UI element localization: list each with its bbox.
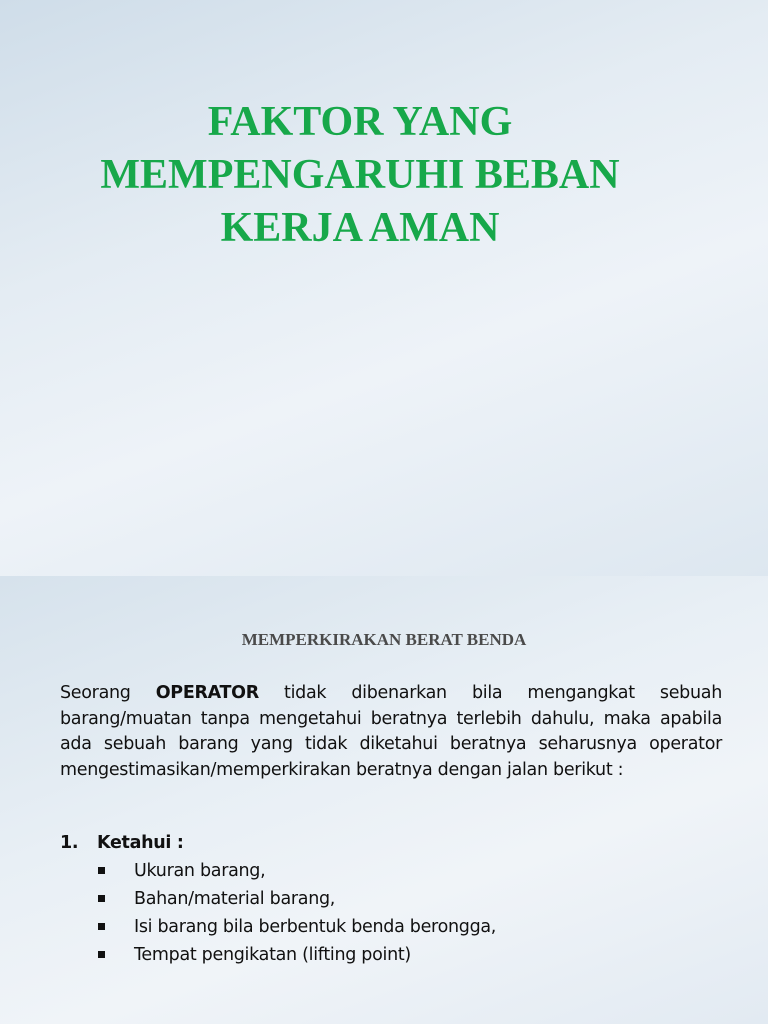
list-item-number: 1. (60, 833, 79, 853)
bullet-text: Tempat pengikatan (lifting point) (134, 945, 411, 965)
slide-title (40, 96, 680, 255)
bullet-item (60, 941, 722, 969)
bullet-text: Isi barang bila berbentuk benda berongga, (134, 917, 497, 937)
title-line-3: KERJA AMAN (220, 205, 500, 251)
numbered-list (60, 829, 722, 969)
bullet-list (60, 857, 722, 969)
paragraph-bold-term: OPERATOR (155, 683, 259, 703)
square-bullet-icon (98, 895, 105, 902)
bullet-item (60, 885, 722, 913)
body-paragraph (60, 681, 722, 783)
list-item (60, 829, 722, 969)
bullet-text: Ukuran barang, (134, 861, 266, 881)
square-bullet-icon (98, 951, 105, 958)
slide-2 (0, 576, 768, 1024)
paragraph-intro: Seorang (60, 683, 156, 703)
square-bullet-icon (98, 923, 105, 930)
section-heading: MEMPERKIRAKAN BERAT BENDA (241, 630, 527, 649)
title-line-2: MEMPENGARUHI BEBAN (100, 152, 620, 198)
bullet-text: Bahan/material barang, (134, 889, 336, 909)
list-item-heading-text: Ketahui : (97, 833, 184, 853)
bullet-item (60, 913, 722, 941)
list-item-heading (60, 829, 722, 857)
square-bullet-icon (98, 867, 105, 874)
paragraph-rest: tidak dibenarkan bila mengangkat sebuah barang/muatan tanpa mengetahui beratnya terlebih dahulu, maka apabila ada sebuah barang yang tidak diketahui beratnya seharusnya operator mengestimasikan/memperkirakan beratnya dengan jalan berikut : (60, 683, 722, 780)
bullet-item (60, 857, 722, 885)
title-line-1: FAKTOR YANG (207, 99, 513, 145)
